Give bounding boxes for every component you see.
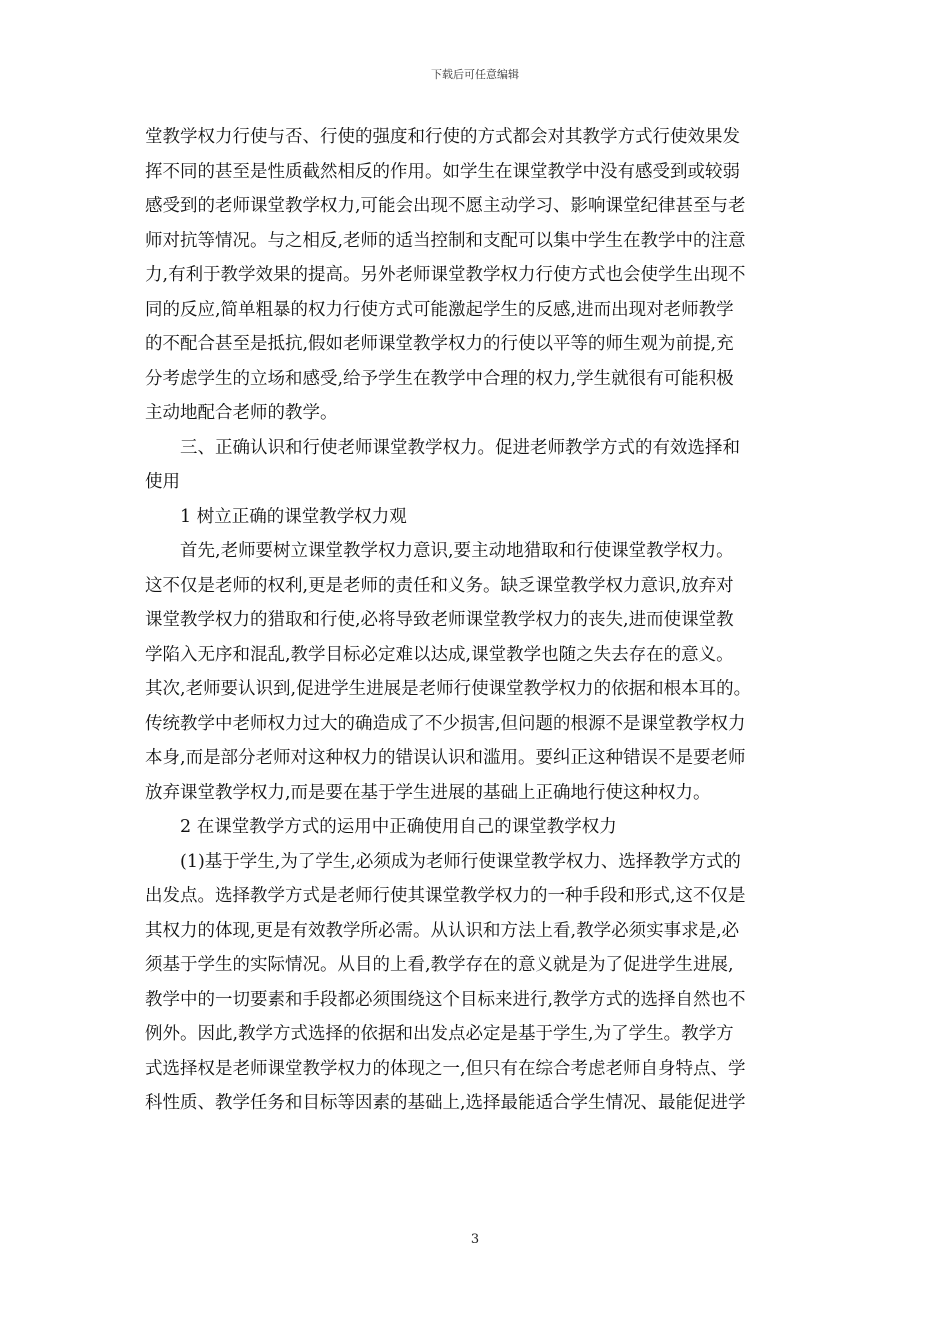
text-line: 力,有利于教学效果的提高。另外老师课堂教学权力行使方式也会使学生出现不 <box>145 265 746 285</box>
text-line: 本身,而是部分老师对这种权力的错误认识和滥用。要纠正这种错误不是要老师 <box>145 748 746 768</box>
text-line: 分考虑学生的立场和感受,给予学生在教学中合理的权力,学生就很有可能积极 <box>145 368 734 389</box>
text-line: 教学中的一切要素和手段都必须围绕这个目标来进行,教学方式的选择自然也不 <box>145 989 746 1010</box>
page-header: 下载后可任意编辑 <box>431 68 519 81</box>
text-line: (1)基于学生,为了学生,必须成为老师行使课堂教学权力、选择教学方式的 <box>180 851 741 872</box>
text-line: 这不仅是老师的权利,更是老师的责任和义务。缺乏课堂教学权力意识,放弃对 <box>145 575 734 596</box>
subsection-heading: 2 在课堂教学方式的运用中正确使用自己的课堂教学权力 <box>180 817 617 837</box>
text-line: 堂教学权力行使与否、行使的强度和行使的方式都会对其教学方式行使效果发 <box>145 127 740 147</box>
text-line: 科性质、教学任务和目标等因素的基础上,选择最能适合学生情况、最能促进学 <box>145 1093 746 1113</box>
text-line: 出发点。选择教学方式是老师行使其课堂教学权力的一种手段和形式,这不仅是 <box>145 886 746 906</box>
text-line: 学陷入无序和混乱,教学目标必定难以达成,课堂教学也随之失去存在的意义。 <box>145 644 734 665</box>
page-number: 3 <box>470 1232 480 1247</box>
text-line: 例外。因此,教学方式选择的依据和出发点必定是基于学生,为了学生。教学方 <box>145 1024 734 1044</box>
text-line: 其权力的体现,更是有效教学所必需。从认识和方法上看,教学必须实事求是,必 <box>145 920 740 941</box>
section-heading: 三、正确认识和行使老师课堂教学权力。促进老师教学方式的有效选择和 <box>180 437 740 458</box>
text-line: 感受到的老师课堂教学权力,可能会出现不愿主动学习、影响课堂纪律甚至与老 <box>145 196 746 216</box>
text-line: 传统教学中老师权力过大的确造成了不少损害,但问题的根源不是课堂教学权力 <box>145 713 746 734</box>
text-line: 挥不同的甚至是性质截然相反的作用。如学生在课堂教学中没有感受到或较弱 <box>145 161 740 182</box>
text-line: 首先,老师要树立课堂教学权力意识,要主动地猎取和行使课堂教学权力。 <box>180 541 734 561</box>
text-line: 主动地配合老师的教学。 <box>145 403 338 423</box>
text-line: 师对抗等情况。与之相反,老师的适当控制和支配可以集中学生在教学中的注意 <box>145 230 746 251</box>
text-line: 放弃课堂教学权力,而是要在基于学生进展的基础上正确地行使这种权力。 <box>145 782 711 803</box>
text-line: 其次,老师要认识到,促进学生进展是老师行使课堂教学权力的依据和根本耳的。 <box>145 679 752 699</box>
text-line: 式选择权是老师课堂教学权力的体现之一,但只有在综合考虑老师自身特点、学 <box>145 1058 746 1079</box>
text-line: 须基于学生的实际情况。从目的上看,教学存在的意义就是为了促进学生进展, <box>145 955 734 975</box>
document-body <box>145 120 805 1121</box>
text-line: 课堂教学权力的猎取和行使,必将导致老师课堂教学权力的丧失,进而使课堂教 <box>145 610 734 630</box>
subsection-heading: 1 树立正确的课堂教学权力观 <box>180 506 407 527</box>
section-heading-continued: 使用 <box>145 472 180 492</box>
text-line: 同的反应,简单粗暴的权力行使方式可能激起学生的反感,进而出现对老师教学 <box>145 299 734 320</box>
text-line: 的不配合甚至是抵抗,假如老师课堂教学权力的行使以平等的师生观为前提,充 <box>145 334 734 354</box>
